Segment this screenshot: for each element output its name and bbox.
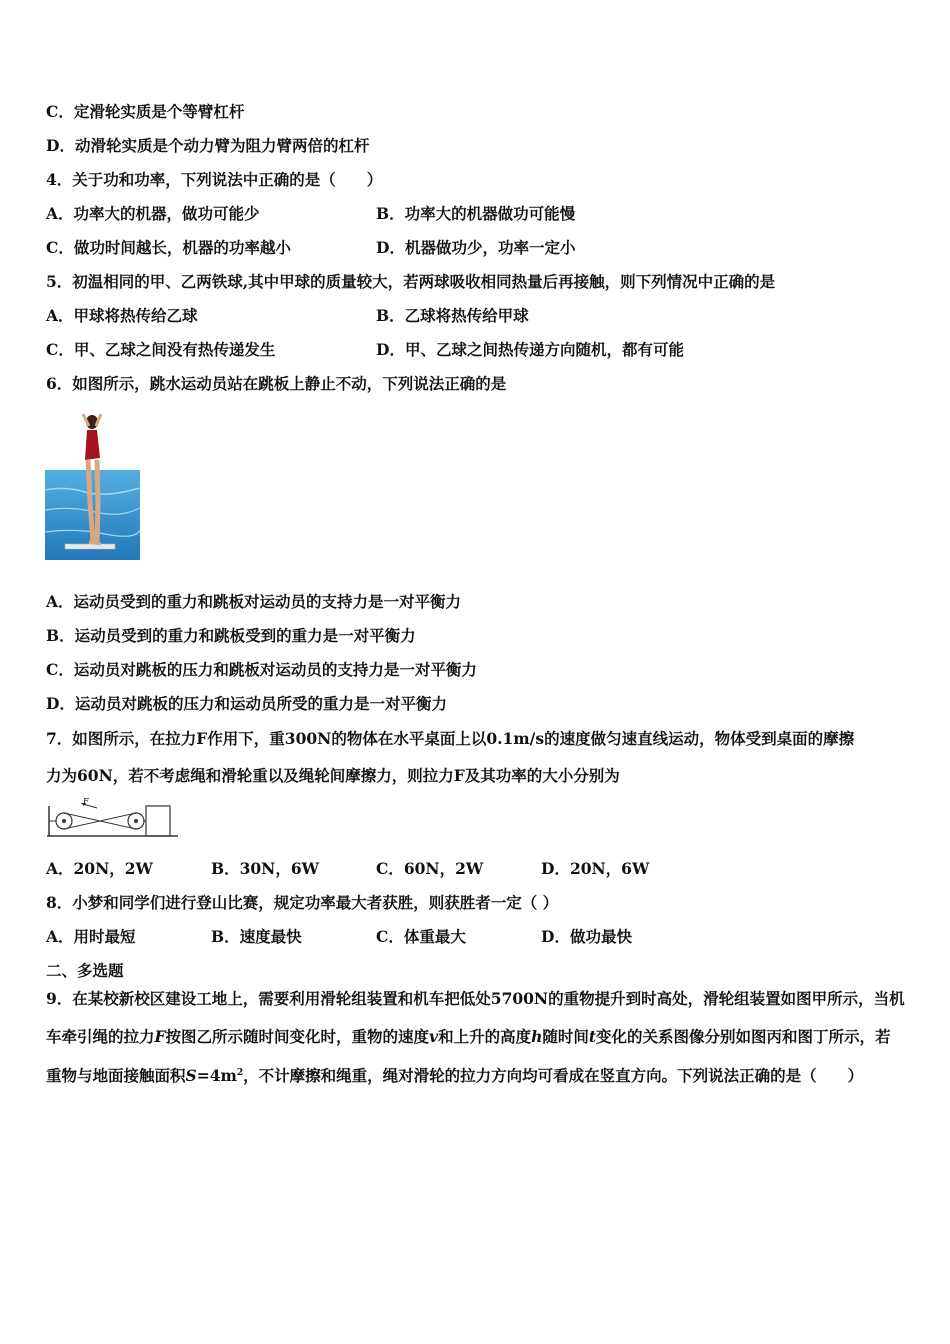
q5-option-b: B．乙球将热传给甲球 [376,306,529,325]
q9-text: 9．在某校新校区建设工地上，需要利用滑轮组装置和机车把低处5700N的重物提升到时高处，滑轮组装置如图甲所示，当机车牵引绳的拉力F按图乙所示随时间变化时，重物的速度v和上升的高度h随时间t变化的关系图像分别如图丙和图丁所示，若重物与地面接触面积$S=4m^2$，不计摩擦和绳重，绳对滑轮的拉力方向均可看成在竖直方向。下列说法正确的是（ ） [46,989,905,1086]
q8-stem: 8．小梦和同学们进行登山比赛，规定功率最大者获胜，则获胜者一定（ ） [46,893,559,912]
q3-option-c: C．定滑轮实质是个等臂杠杆 [46,102,245,121]
q5-option-a: A．甲球将热传给乙球 [46,306,198,325]
q7-option-b: B．30N，6W [211,859,320,878]
q5-stem: 5．初温相同的甲、乙两铁球,其中甲球的质量较大，若两球吸收相同热量后再接触，则下列情况中正确的是 [46,272,776,291]
q7-option-c: C．60N，2W [376,859,484,878]
q7-stem-line2: 力为60N，若不考虑绳和滑轮重以及绳轮间摩擦力，则拉力F及其功率的大小分别为 [46,766,620,785]
q6-stem: 6．如图所示，跳水运动员站在跳板上静止不动，下列说法正确的是 [46,374,507,393]
q4-stem: 4．关于功和功率，下列说法中正确的是（ ） [46,170,383,189]
section-heading: 二、多选题 [46,961,124,980]
q5-option-c: C．甲、乙球之间没有热传递发生 [46,340,276,359]
q8-option-d: D．做功最快 [541,927,632,946]
diver-photo [45,410,140,560]
q6-option-c: C．运动员对跳板的压力和跳板对运动员的支持力是一对平衡力 [46,660,477,679]
q4-option-a: A．功率大的机器，做功可能少 [46,204,260,223]
q6-option-d: D．运动员对跳板的压力和运动员所受的重力是一对平衡力 [46,694,447,713]
q6-option-a: A．运动员受到的重力和跳板对运动员的支持力是一对平衡力 [46,592,462,611]
q8-option-c: C．体重最大 [376,927,466,946]
q7-option-d: D．20N，6W [541,859,650,878]
q7-stem-line1: 7．如图所示，在拉力F作用下，重300N的物体在水平桌面上以0.1m/s的速度做匀速直线运动，物体受到桌面的摩擦 [46,729,855,748]
q7-option-a: A．20N，2W [46,859,153,878]
q4-option-d: D．机器做功少，功率一定小 [376,238,576,257]
pulley-diagram [45,798,180,846]
q4-option-b: B．功率大的机器做功可能慢 [376,204,576,223]
q4-option-c: C．做功时间越长，机器的功率越小 [46,238,291,257]
q5-option-d: D．甲、乙球之间热传递方向随机，都有可能 [376,340,684,359]
q6-option-b: B．运动员受到的重力和跳板受到的重力是一对平衡力 [46,626,416,645]
force-label: F [83,798,89,806]
q3-option-d: D．动滑轮实质是个动力臂为阻力臂两倍的杠杆 [46,136,370,155]
q8-option-b: B．速度最快 [211,927,302,946]
q8-option-a: A．用时最短 [46,927,136,946]
